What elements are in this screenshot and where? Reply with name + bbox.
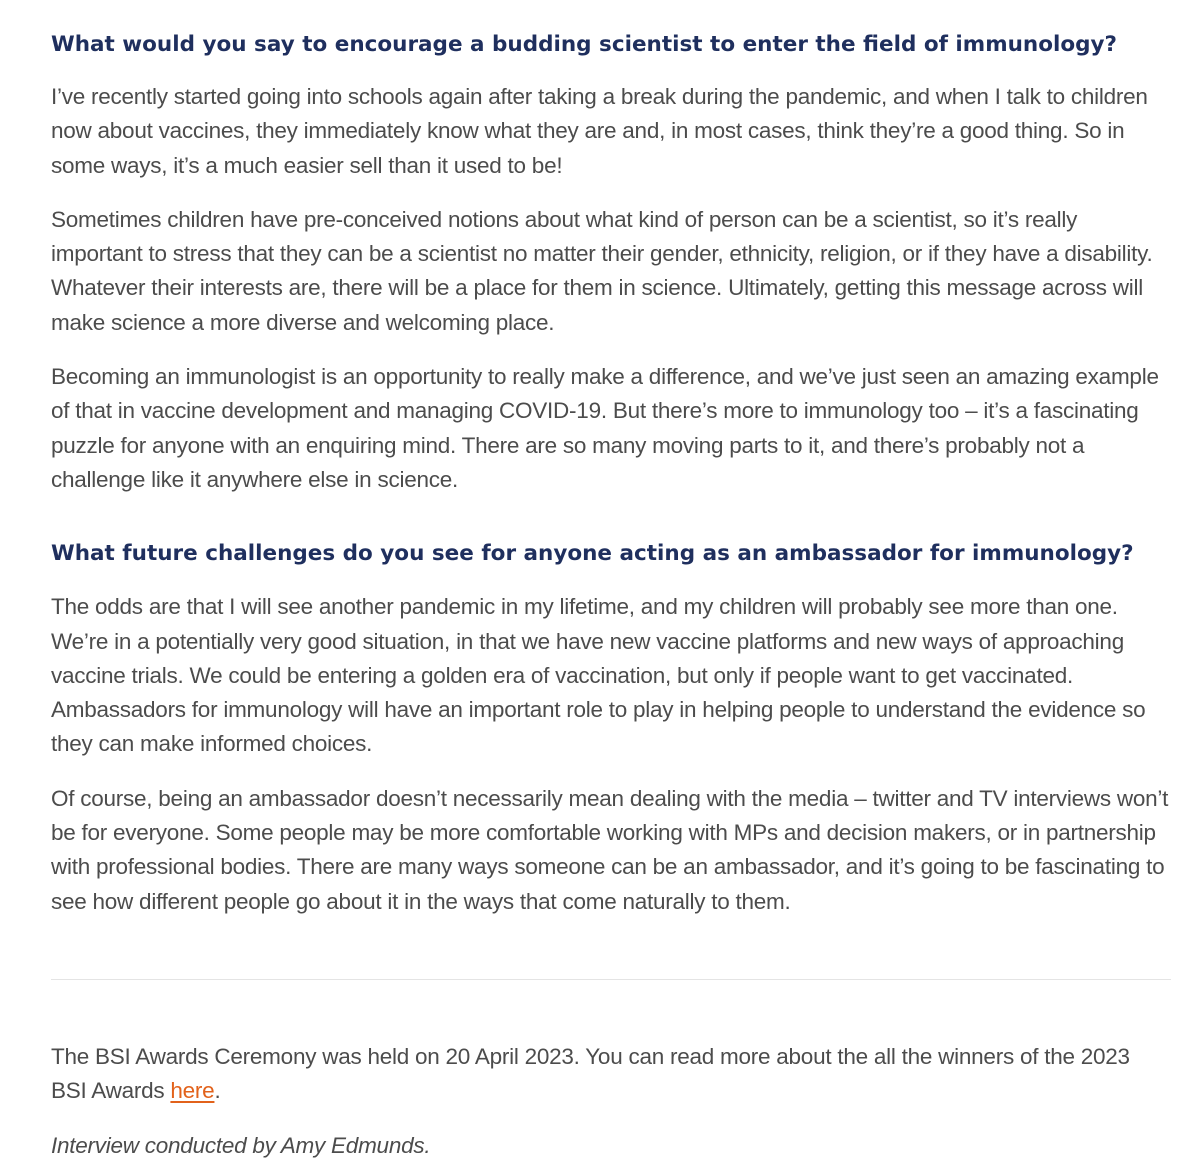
- awards-note-period: .: [214, 1078, 221, 1104]
- question-heading-encourage-scientist: What would you say to encourage a budding scientist to enter the field of immunology?: [51, 32, 1118, 57]
- answer-paragraph: Becoming an immunologist is an opportunity to really make a difference, and we’ve just seen an amazing example of that in vaccine development and managing COVID-19. But there’s more to immunology too – it’s a fascinating puzzle for anyone with an enquiring mind. There are so many moving parts to it, and there’s probably not a challenge like it anywhere else in science.: [51, 364, 1159, 492]
- awards-ceremony-note: [51, 1040, 1171, 1109]
- answer-paragraph: Sometimes children have pre-conceived notions about what kind of person can be a scientist, so it’s really important to stress that they can be a scientist no matter their gender, ethnicity, religion, or if they have a disability. Whatever their interests are, there will be a place for them in science. Ultimately, getting this message across will make science a more diverse and welcoming place.: [51, 206, 1153, 335]
- answer-paragraph: The odds are that I will see another pandemic in my lifetime, and my children will probably see more than one. We’re in a potentially very good situation, in that we have new vaccine platforms and new ways of approaching vaccine trials. We could be entering a golden era of vaccination, but only if people want to get vaccinated. Ambassadors for immunology will have an important role to play in helping people to understand the evidence so they can make informed choices.: [51, 594, 1146, 757]
- article-body: [51, 28, 1171, 1163]
- answer-paragraph: Of course, being an ambassador doesn’t necessarily mean dealing with the media – twitter and TV interviews won’t be for everyone. Some people may be more comfortable working with MPs and decision makers, or in partnership with professional bodies. There are many ways someone can be an ambassador, and it’s going to be fascinating to see how different people go about it in the ways that come naturally to them.: [51, 785, 1169, 914]
- interview-credit: Interview conducted by Amy Edmunds.: [51, 1132, 431, 1158]
- question-heading-future-challenges: What future challenges do you see for anyone acting as an ambassador for immunology?: [51, 541, 1134, 567]
- section-divider: [51, 979, 1171, 980]
- awards-note-text: The BSI Awards Ceremony was held on 20 April 2023. You can read more about the all the winners of the 2023 BSI Awards: [51, 1043, 1130, 1104]
- answer-paragraph: I’ve recently started going into schools again after taking a break during the pandemic, and when I talk to children now about vaccines, they immediately know what they are and, in most cases, think they’re a good thing. So in some ways, it’s a much easier sell than it used to be!: [51, 84, 1148, 178]
- winners-here-link[interactable]: here: [170, 1078, 215, 1104]
